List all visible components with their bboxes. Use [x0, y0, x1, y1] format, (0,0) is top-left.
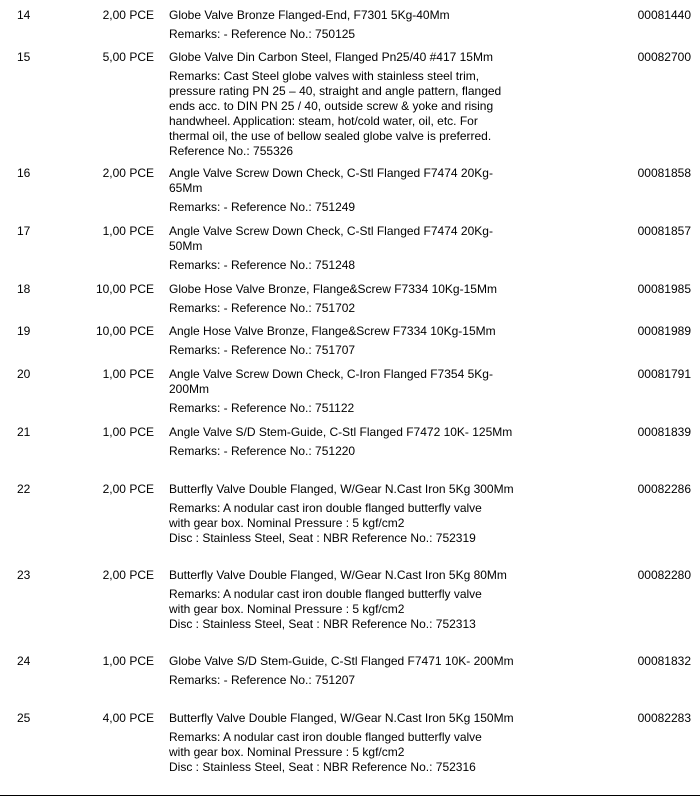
item-details: [169, 282, 529, 316]
item-quantity: 1,00 PCE: [102, 425, 154, 439]
item-number: 25: [17, 711, 31, 725]
item-remarks: Remarks: - Reference No.: 751122: [169, 401, 355, 415]
item-quantity: 10,00 PCE: [95, 282, 154, 296]
item-code: 00081832: [637, 654, 691, 668]
item-remarks: Remarks: - Reference No.: 750125: [169, 27, 356, 41]
item-number: 21: [17, 425, 31, 439]
item-code: 00082283: [637, 711, 691, 725]
item-quantity: 2,00 PCE: [102, 482, 154, 496]
item-remarks: Remarks: - Reference No.: 751220: [169, 444, 356, 458]
item-description: Angle Valve Screw Down Check, C-Stl Flanged F7474 20Kg- 50Mm: [169, 224, 493, 253]
item-remarks: Remarks: - Reference No.: 751702: [169, 301, 356, 315]
item-remarks: Remarks: - Reference No.: 751707: [169, 343, 356, 357]
item-description: Globe Valve S/D Stem-Guide, C-Stl Flanged F7471 10K- 200Mm: [169, 654, 514, 668]
item-remarks: Remarks: A nodular cast iron double flanged butterfly valve with gear box. Nominal Pressure : 5 kgf/cm2 Disc : Stainless Steel, Seat : NBR Reference No.: 752313: [169, 587, 482, 631]
item-description: Butterfly Valve Double Flanged, W/Gear N.Cast Iron 5Kg 300Mm: [169, 482, 514, 496]
item-description: Angle Valve Screw Down Check, C-Stl Flanged F7474 20Kg- 65Mm: [169, 166, 493, 195]
item-code: 00082700: [637, 50, 691, 64]
item-code: 00081989: [637, 324, 691, 338]
item-remarks: Remarks: - Reference No.: 751248: [169, 258, 356, 272]
item-description: Angle Valve S/D Stem-Guide, C-Stl Flanged F7472 10K- 125Mm: [169, 425, 513, 439]
item-description: Globe Valve Bronze Flanged-End, F7301 5Kg-40Mm: [169, 8, 450, 22]
item-code: 00081985: [637, 282, 691, 296]
item-remarks: Remarks: A nodular cast iron double flanged butterfly valve with gear box. Nominal Pressure : 5 kgf/cm2 Disc : Stainless Steel, Seat : NBR Reference No.: 752319: [169, 501, 482, 545]
item-quantity: 10,00 PCE: [95, 324, 154, 338]
item-details: [169, 8, 529, 42]
item-details: [169, 568, 529, 632]
item-details: [169, 425, 529, 459]
item-details: [169, 711, 529, 775]
item-number: 23: [17, 568, 31, 582]
item-details: [169, 654, 529, 688]
item-description: Butterfly Valve Double Flanged, W/Gear N.Cast Iron 5Kg 150Mm: [169, 711, 514, 725]
item-code: 00082280: [637, 568, 691, 582]
item-quantity: 1,00 PCE: [102, 654, 154, 668]
bottom-divider: [0, 795, 700, 796]
item-remarks: Remarks: A nodular cast iron double flanged butterfly valve with gear box. Nominal Pressure : 5 kgf/cm2 Disc : Stainless Steel, Seat : NBR Reference No.: 752316: [169, 730, 482, 774]
item-code: 00081857: [637, 224, 691, 238]
item-remarks: Remarks: - Reference No.: 751249: [169, 200, 356, 214]
item-quantity: 2,00 PCE: [102, 166, 154, 180]
item-quantity: 1,00 PCE: [102, 224, 154, 238]
item-number: 17: [17, 224, 31, 238]
item-quantity: 2,00 PCE: [102, 8, 154, 22]
item-details: [169, 324, 529, 358]
item-details: [169, 166, 529, 215]
item-number: 19: [17, 324, 31, 338]
item-number: 16: [17, 166, 31, 180]
item-number: 15: [17, 50, 31, 64]
item-code: 00081440: [637, 8, 691, 22]
item-description: Angle Valve Screw Down Check, C-Iron Flanged F7354 5Kg- 200Mm: [169, 367, 493, 396]
item-quantity: 1,00 PCE: [102, 367, 154, 381]
item-description: Globe Valve Din Carbon Steel, Flanged Pn25/40 #417 15Mm: [169, 50, 493, 64]
item-code: 00081839: [637, 425, 691, 439]
item-description: Butterfly Valve Double Flanged, W/Gear N.Cast Iron 5Kg 80Mm: [169, 568, 507, 582]
item-remarks: Remarks: Cast Steel globe valves with stainless steel trim, pressure rating PN 25 – 40, straight and angle pattern, flanged ends acc. to DIN PN 25 / 40, outside screw & yoke and rising handwheel. Application: steam, hot/cold water, oil, etc. For thermal oil, the use of bellow sealed globe valve is preferred. Reference No.: 755326: [169, 69, 502, 158]
item-details: [169, 224, 529, 273]
item-number: 22: [17, 482, 31, 496]
item-quantity: 5,00 PCE: [102, 50, 154, 64]
item-description: Globe Hose Valve Bronze, Flange&Screw F7334 10Kg-15Mm: [169, 282, 497, 296]
item-quantity: 4,00 PCE: [102, 711, 154, 725]
item-number: 20: [17, 367, 31, 381]
item-details: [169, 50, 529, 159]
item-code: 00082286: [637, 482, 691, 496]
item-remarks: Remarks: - Reference No.: 751207: [169, 673, 356, 687]
item-description: Angle Hose Valve Bronze, Flange&Screw F7334 10Kg-15Mm: [169, 324, 496, 338]
item-code: 00081858: [637, 166, 691, 180]
item-quantity: 2,00 PCE: [102, 568, 154, 582]
item-code: 00081791: [637, 367, 691, 381]
item-details: [169, 482, 529, 546]
item-number: 24: [17, 654, 31, 668]
item-number: 14: [17, 8, 31, 22]
item-number: 18: [17, 282, 31, 296]
item-details: [169, 367, 529, 416]
